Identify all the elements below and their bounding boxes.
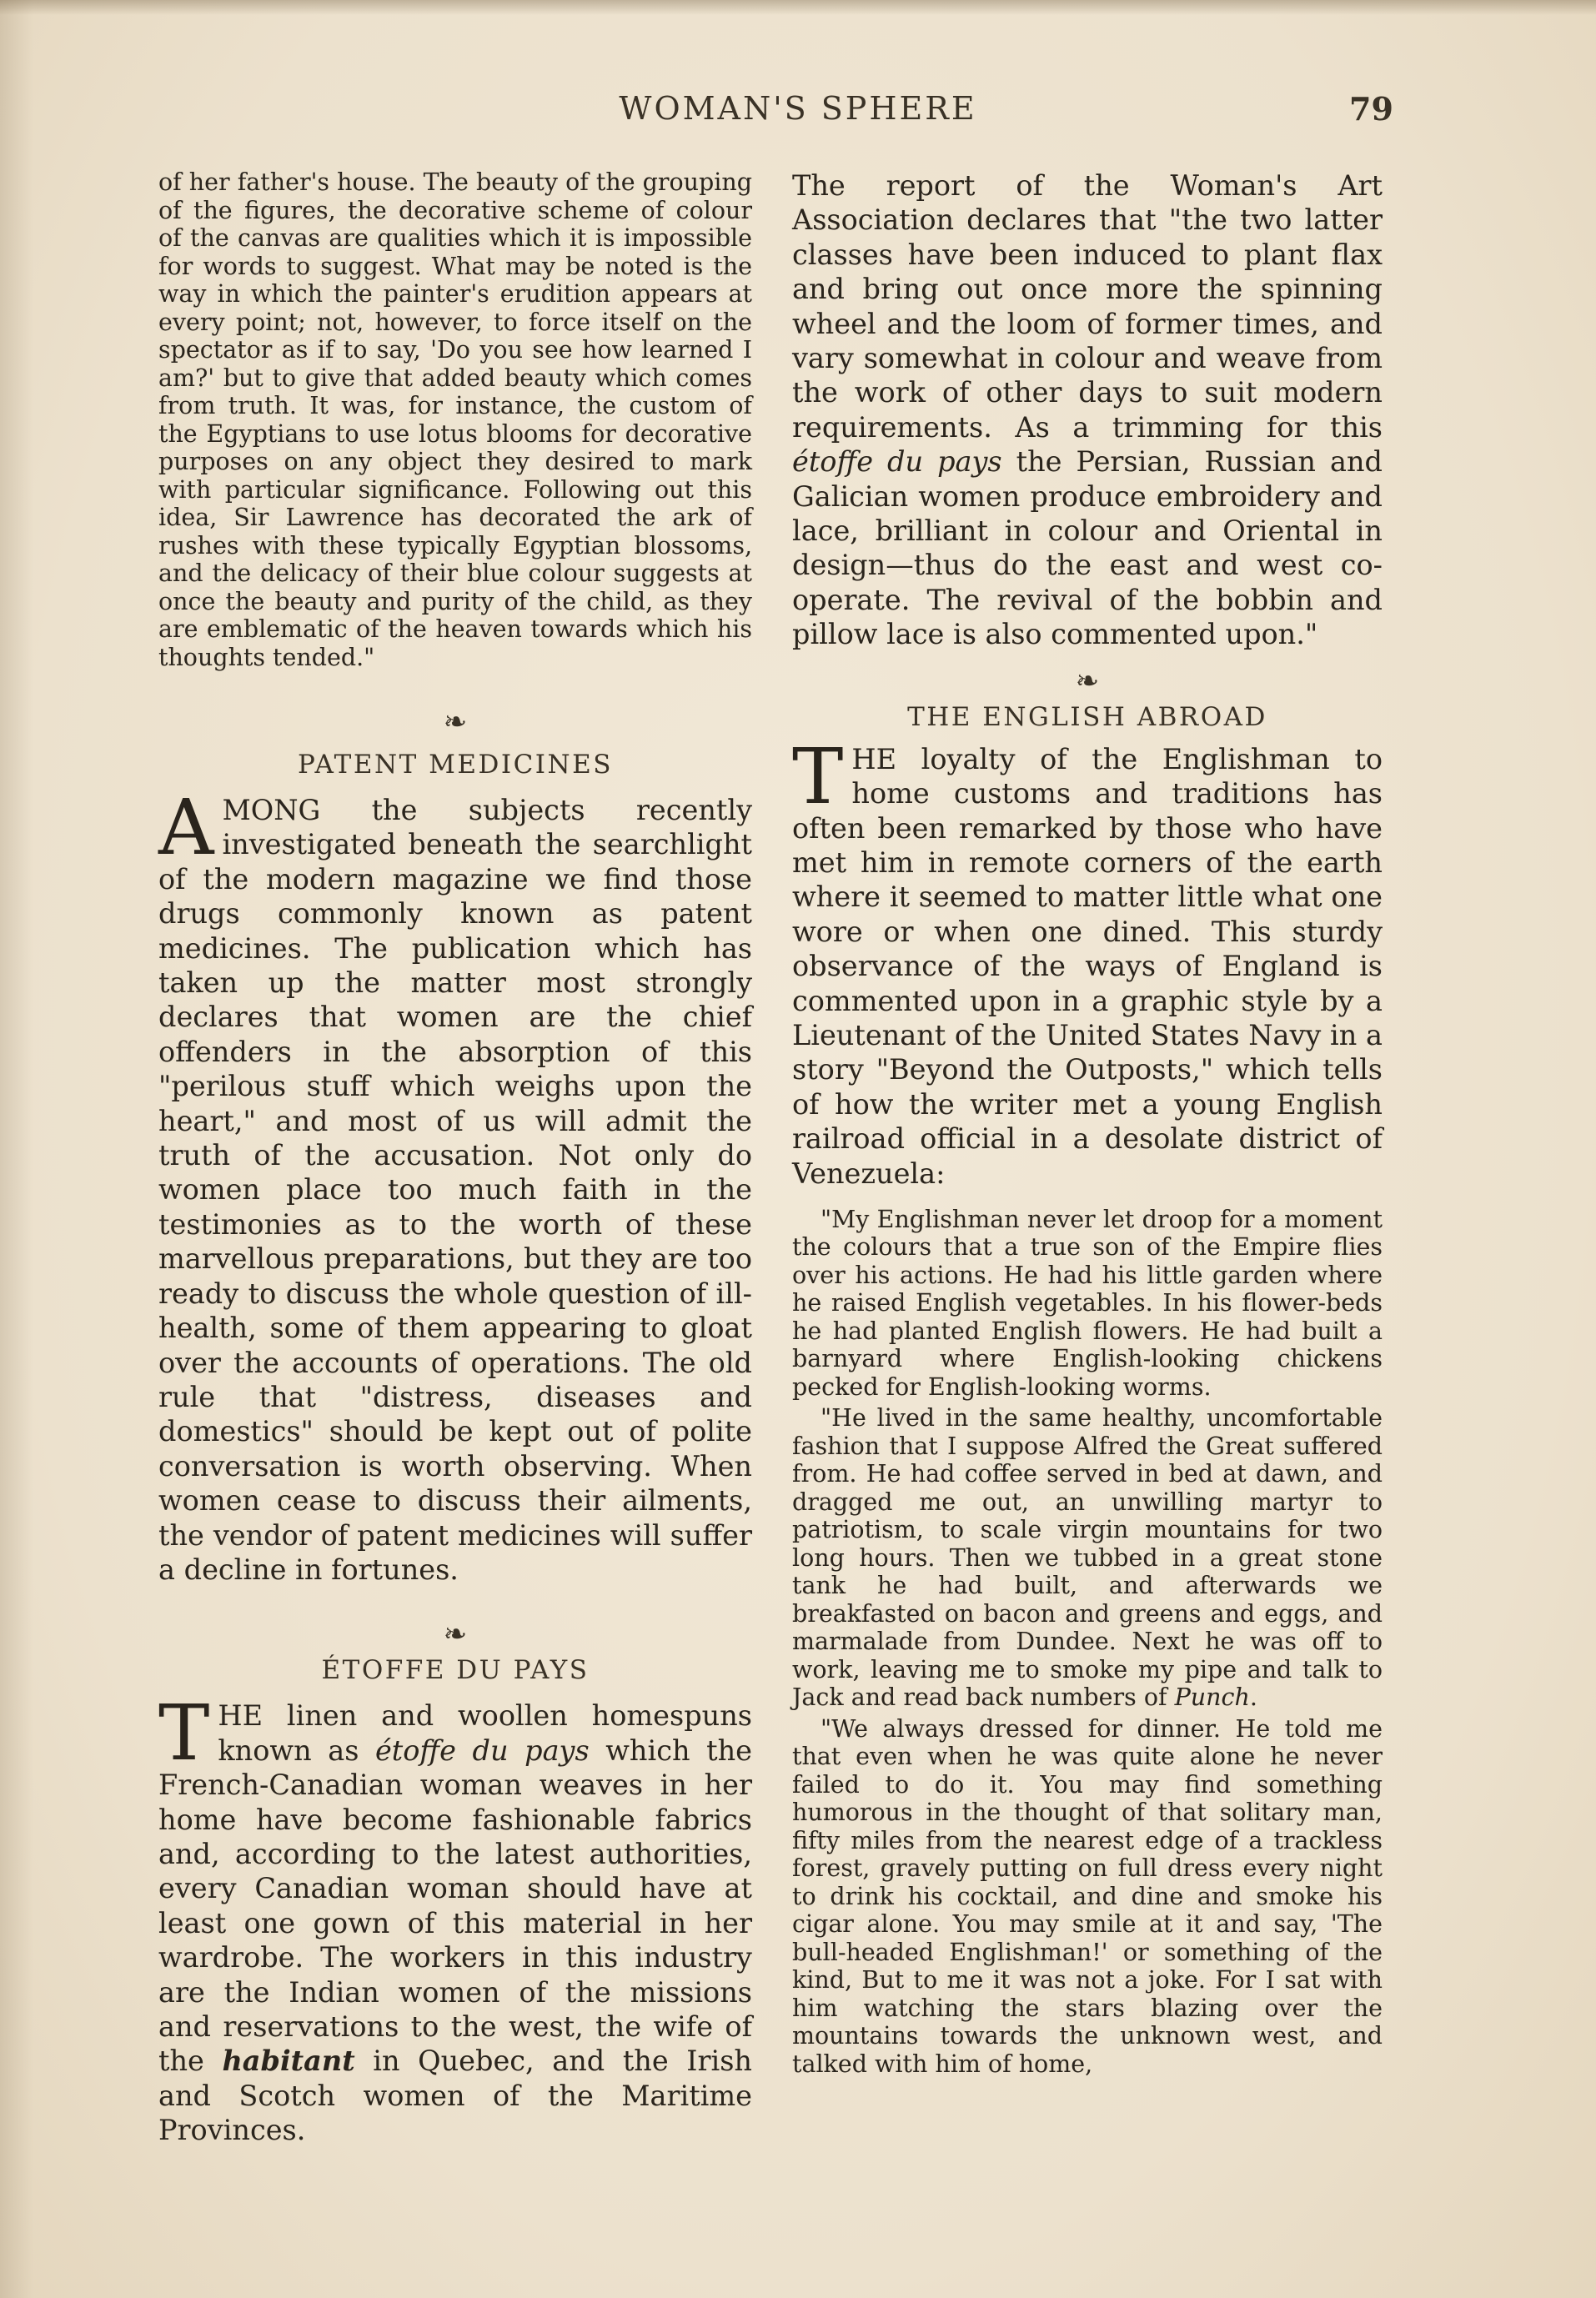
section-heading-patent-medicines: PATENT MEDICINES (297, 750, 614, 780)
paragraph-text: HE linen and woollen homespuns known as (218, 1699, 752, 1767)
italic-term: Punch (1174, 1683, 1250, 1712)
section-heading-etoffe-du-pays: ÉTOFFE DU PAYS (321, 1655, 590, 1686)
section-body-etoffe-du-pays (158, 1688, 752, 2147)
intro-paragraph: of her father's house. The beauty of the grouping of the figures, the decorative scheme of colour of the canvas are qualities which it is impossible for words to suggest. What may be noted is the way in which the painter's erudition appears at every point; not, however, to force itself on the spectator as if to say, 'Do you see how learned I am?' but to give that added beauty which comes from truth. It was, for instance, the custom of the Egyptians to use lotus blooms for decorative purposes on any object they desired to mark with particular significance. Following out this idea, Sir Lawrence has decorated the ark of rushes with these typically Egyptian blossoms, and the delicacy of their blue colour suggests at once the beauty and purity of the child, as they are emblematic of the heaven towards which his thoughts tended." (158, 168, 752, 671)
quote-paragraph: "My Englishman never let droop for a moment the colours that a true son of the Empire flies over his actions. He had his little garden where he raised English vegetables. In his flower-beds he had planted English flowers. He had built a barnyard where English-looking chickens pecked for English-looking worms. (792, 1205, 1383, 1401)
running-head: WOMAN'S SPHERE (619, 90, 977, 127)
quote-paragraph: "We always dressed for dinner. He told me that even when he was quite alone he never failed to do it. You may find something humorous in the thought of that solitary man, fifty miles from the nearest edge of a trackless forest, gravely putting on full dress every night to drink his cocktail, and dine and smoke his cigar alone. You may smile at it and say, 'The bull-headed Englishman!' or something of the kind, But to me it was not a joke. For I sat with him watching the stars blazing over the mountains towards the unknown west, and talked with him of home, (792, 1714, 1383, 2078)
right-column (792, 168, 1383, 2078)
italic-term: étoffe du pays (792, 445, 1002, 479)
page-edge-shadow (0, 0, 33, 2298)
continued-paragraph (792, 168, 1383, 652)
drop-cap: T (792, 731, 844, 821)
paragraph-text: in Quebec, and the Irish and Scotch women of the Maritime Provinces. (158, 2045, 752, 2147)
fleuron-ornament-icon: ❧ (1075, 664, 1100, 698)
page-number: 79 (1349, 90, 1393, 128)
italic-term: habitant (222, 2045, 355, 2078)
paragraph-text: . (1249, 1683, 1257, 1712)
quoted-passage (792, 1206, 1383, 2079)
fleuron-ornament-icon: ❧ (443, 1618, 468, 1652)
paragraph-text: HE loyalty of the Englishman to home customs and traditions has often been remarked by those who have met him in remote corners of the earth where it seemed to matter little what one wore or when one dined. This sturdy observance of the ways of England is commented upon in a graphic style by a Lieutenant of the United States Navy in a story "Beyond the Outposts," which tells of how the writer met a young English railroad official in a desolate district of Venezuela: (792, 742, 1383, 1190)
page-top-shadow (0, 0, 1596, 15)
section-body-english-abroad (792, 731, 1383, 1191)
paragraph-text: The report of the Woman's Art Association declares that "the two latter classes have been induced to plant flax and bring out once more the spinning wheel and the loom of former times, and vary somewhat in colour and weave from the work of other days to suit modern requirements. As a trimming for this (792, 169, 1383, 444)
paragraph-text: "He lived in the same healthy, uncomfortable fashion that I suppose Alfred the Great suffered from. He had coffee served in bed at dawn, and dragged me out, an unwilling martyr to patriotism, to scale virgin mountains for two long hours. Then we tubbed in a great stone tank he had built, and afterwards we breakfasted on bacon and greens and eggs, and marmalade from Dundee. Next he was off to work, leaving me to smoke my pipe and talk to Jack and read back numbers of (792, 1404, 1383, 1712)
paragraph-text: MONG the subjects recently investigated beneath the searchlight of the modern magazine we find those drugs commonly known as patent medicines. The publication which has taken up the matter most strongly declares that women are the chief offenders in the absorption of this "perilous stuff which weighs upon the heart," and most of us will admit the truth of the accusation. Not only do women place too much faith in the testimonies as to the worth of these marvellous preparations, but they are too ready to discuss the whole question of ill-health, some of them appearing to gloat over the accounts of operations. The old rule that "distress, diseases and domestics" should be kept out of polite conversation is worth observing. When women cease to discuss their ailments, the vendor of patent medicines will suffer a decline in fortunes. (158, 794, 752, 1586)
italic-term: étoffe du pays (374, 1734, 590, 1767)
paragraph-text: which the French-Canadian woman weaves in her home have become fashionable fabrics and, according to the latest authorities, every Canadian woman should have at least one gown of this material in her wardrobe. The workers in this industry are the Indian women of the missions and reservations to the west, the wife of the (158, 1734, 752, 2078)
drop-cap: T (158, 1688, 210, 1779)
section-heading-english-abroad: THE ENGLISH ABROAD (907, 701, 1267, 732)
fleuron-ornament-icon: ❧ (443, 705, 468, 739)
section-body-patent-medicines (158, 783, 752, 1587)
paragraph-text: the Persian, Russian and Galician women produce embroidery and lace, brilliant in colour and Oriental in design—thus do the east and west co-operate. The revival of the bobbin and pillow lace is also commented upon." (792, 445, 1383, 651)
left-column (158, 168, 752, 2148)
quote-paragraph (792, 1404, 1383, 1712)
drop-cap: A (158, 783, 214, 872)
